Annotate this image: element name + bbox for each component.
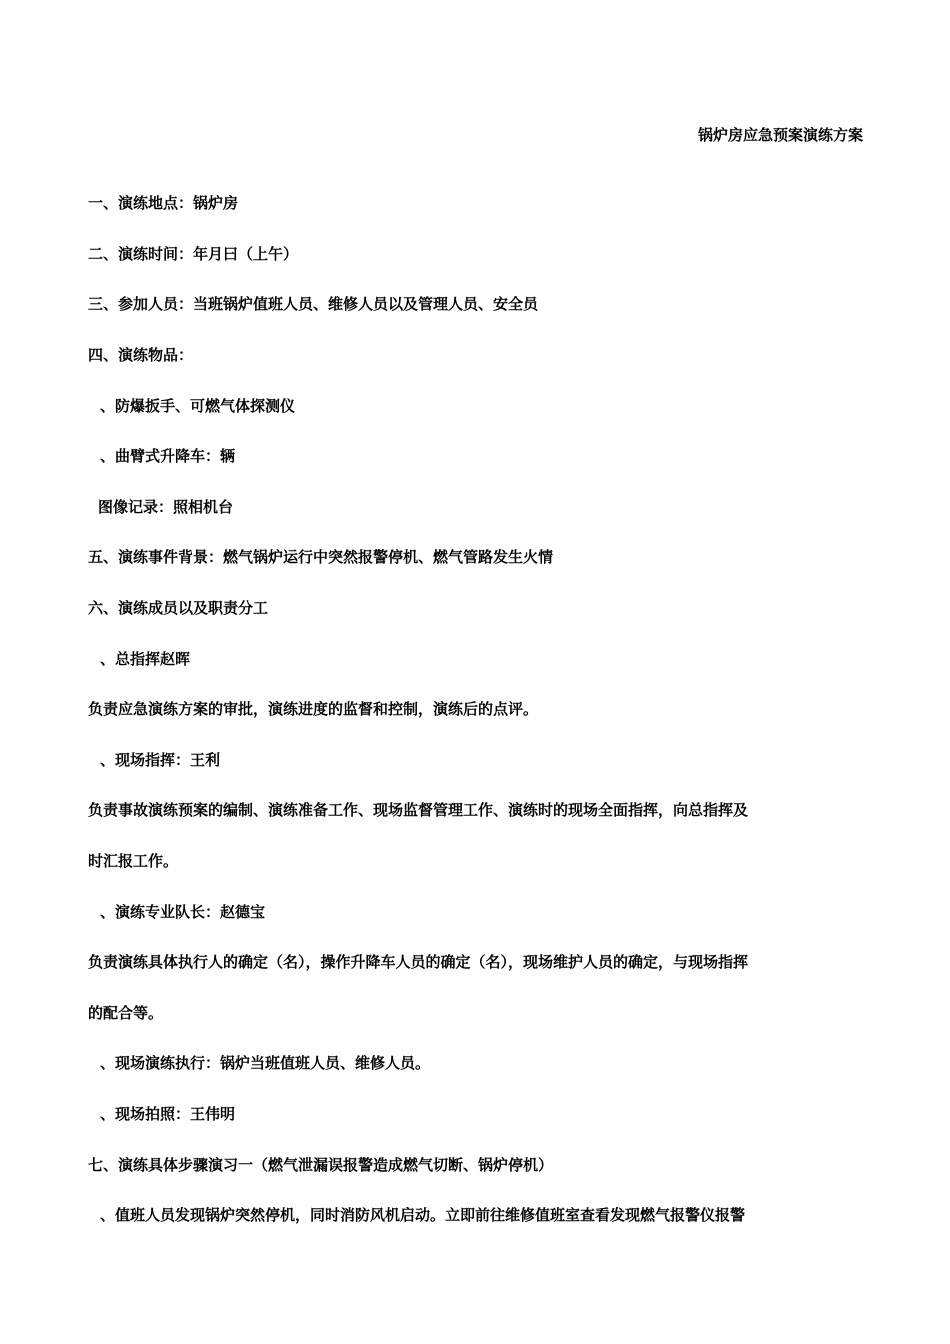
section-background: 五、演练事件背景：燃气锅炉运行中突然报警停机、燃气管路发生火情 [88, 548, 554, 566]
commander-duty: 负责应急演练方案的审批，演练进度的监督和控制，演练后的点评。 [88, 700, 539, 718]
member-commander: 、总指挥赵晖 [100, 650, 191, 668]
member-photographer: 、现场拍照：王伟明 [100, 1105, 236, 1123]
section-members: 六、演练成员以及职责分工 [88, 599, 269, 617]
team-leader-duty: 负责演练具体执行人的确定（名），操作升降车人员的确定（名），现场维护人员的确定，与现场指挥 [88, 953, 749, 971]
item-camera: 图像记录：照相机台 [98, 498, 234, 516]
item-lift-truck: 、曲臂式升降车：辆 [100, 447, 236, 465]
section-steps: 七、演练具体步骤演习一（燃气泄漏误报警造成燃气切断、锅炉停机） [88, 1156, 554, 1174]
section-location: 一、演练地点：锅炉房 [88, 194, 239, 212]
section-participants: 三、参加人员：当班锅炉值班人员、维修人员以及管理人员、安全员 [88, 295, 539, 313]
member-team-leader: 、演练专业队长：赵德宝 [100, 903, 266, 921]
section-time: 二、演练时间：年月曰（上午） [88, 245, 299, 263]
team-leader-duty-cont: 的配合等。 [88, 1004, 164, 1022]
member-site-commander: 、现场指挥：王利 [100, 751, 221, 769]
item-wrench-detector: 、防爆扳手、可燃气体探测仪 [100, 397, 296, 415]
step-1: 、值班人员发现锅炉突然停机，同时消防风机启动。立即前往维修值班室查看发现燃气报警仪报警 [100, 1206, 746, 1224]
site-commander-duty-cont: 时汇报工作。 [88, 852, 179, 870]
document-title: 锅炉房应急预案演练方案 [697, 126, 863, 144]
section-items: 四、演练物品： [88, 346, 194, 364]
site-commander-duty: 负责事故演练预案的编制、演练准备工作、现场监督管理工作、演练时的现场全面指挥，向总指挥及 [88, 801, 749, 819]
member-executors: 、现场演练执行：锅炉当班值班人员、维修人员。 [100, 1054, 431, 1072]
